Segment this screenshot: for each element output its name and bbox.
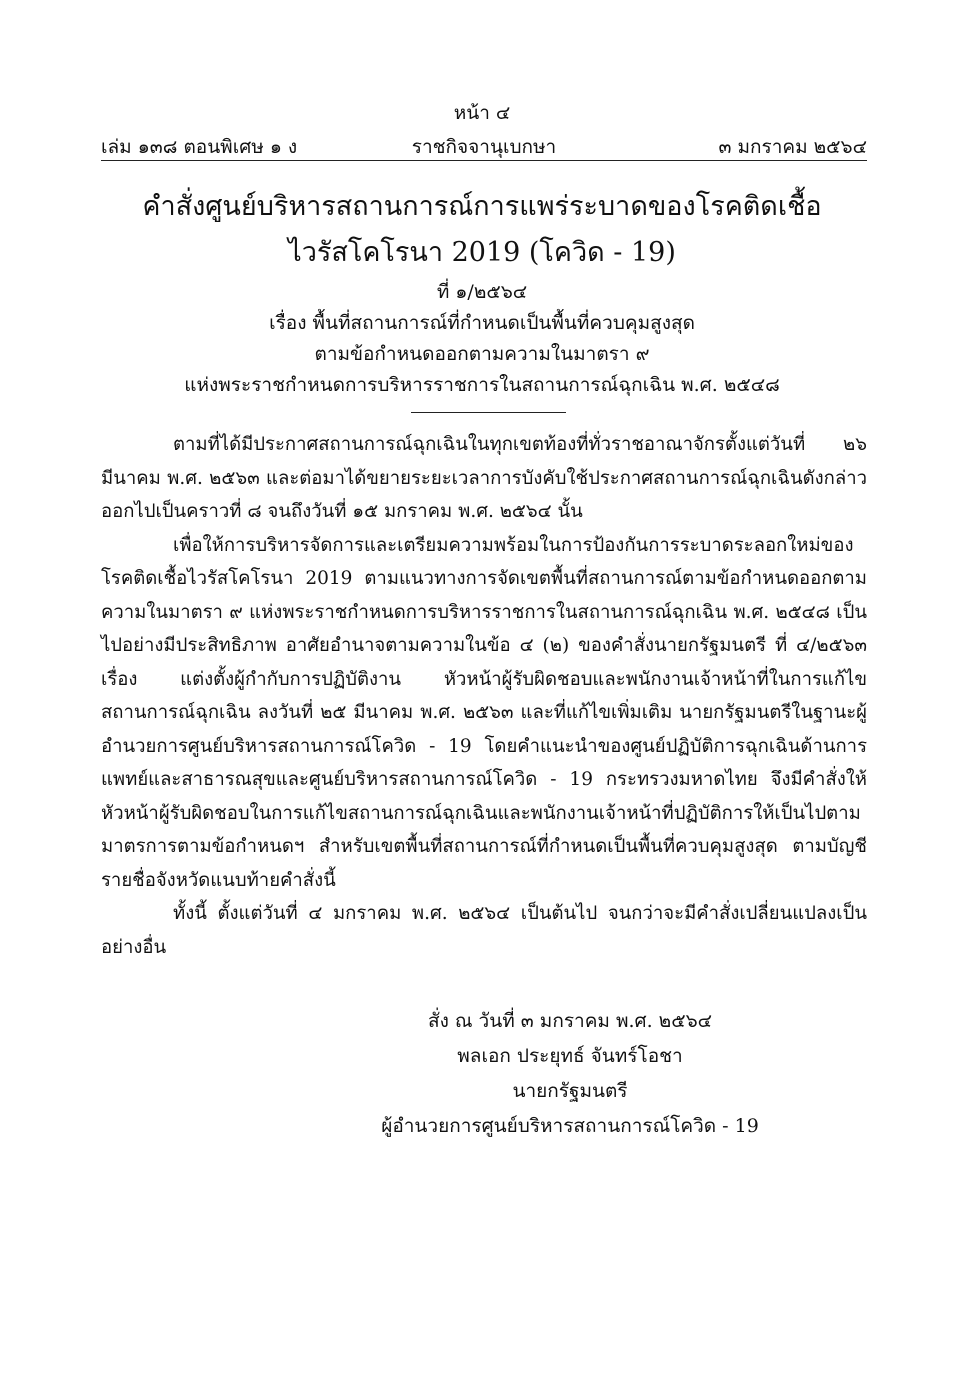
subject-line-2: ตามข้อกำหนดออกตามความในมาตรา ๙ — [314, 343, 650, 365]
order-body — [101, 428, 867, 964]
document-title — [0, 184, 964, 276]
paragraph-order: เพื่อให้การบริหารจัดการและเตรียมความพร้อมในการป้องกันการระบาดระลอกใหม่ของโรคติดเชื้อไวรัสโคโรนา 2019 ตามแนวทางการจัดเขตพื้นที่สถานการณ์ตามข้อกำหนดออกตามความในมาตรา ๙ แห่งพระราชกำหนดการบริหารราชการในสถานการณ์ฉุกเฉิน พ.ศ. ๒๕๔๘ เป็นไปอย่างมีประสิทธิภาพ อาศัยอำนาจตามความในข้อ ๔ (๒) ของคำสั่งนายกรัฐมนตรี ที่ ๔/๒๕๖๓ เรื่อง แต่งตั้งผู้กำกับการปฏิบัติงาน หัวหน้าผู้รับผิดชอบและพนักงานเจ้าหน้าที่ในการแก้ไขสถานการณ์ฉุกเฉิน ลงวันที่ ๒๕ มีนาคม พ.ศ. ๒๕๖๓ และที่แก้ไขเพิ่มเติม นายกรัฐมนตรีในฐานะผู้อำนวยการศูนย์บริหารสถานการณ์โควิด - 19 โดยคำแนะนำของศูนย์ปฏิบัติการฉุกเฉินด้านการแพทย์และสาธารณสุขและศูนย์บริหารสถานการณ์โควิด - 19 กระทรวงมหาดไทย จึงมีคำสั่งให้หัวหน้าผู้รับผิดชอบในการแก้ไขสถานการณ์ฉุกเฉินและพนักงานเจ้าหน้าที่ปฏิบัติการให้เป็นไปตามมาตรการตามข้อกำหนดฯ สำหรับเขตพื้นที่สถานการณ์ที่กำหนดเป็นพื้นที่ควบคุมสูงสุด ตามบัญชีรายชื่อจังหวัดแนบท้ายคำสั่งนี้ — [101, 534, 867, 891]
title-line-1: คำสั่งศูนย์บริหารสถานการณ์การแพร่ระบาดของโรคติดเชื้อ — [142, 191, 822, 222]
section-divider — [411, 412, 566, 413]
signatory-name: พลเอก ประยุทธ์ จันทร์โอชา — [457, 1045, 683, 1067]
signature-block — [380, 1004, 760, 1144]
gazette-name: ราชกิจจานุเบกษา — [411, 136, 557, 158]
paragraph-background: ตามที่ได้มีประกาศสถานการณ์ฉุกเฉินในทุกเขตท้องที่ทั่วราชอาณาจักรตั้งแต่วันที่ ๒๖ มีนาคม พ.ศ. ๒๕๖๓ และต่อมาได้ขยายระยะเวลาการบังคับใช้ประกาศสถานการณ์ฉุกเฉินดังกล่าวออกไปเป็นคราวที่ ๘ จนถึงวันที่ ๑๕ มกราคม พ.ศ. ๒๕๖๔ นั้น — [101, 434, 867, 522]
gazette-header — [101, 132, 867, 161]
signatory-role: ผู้อำนวยการศูนย์บริหารสถานการณ์โควิด - 19 — [381, 1115, 759, 1137]
signatory-position: นายกรัฐมนตรี — [512, 1080, 628, 1102]
subject-line-1: เรื่อง พื้นที่สถานการณ์ที่กำหนดเป็นพื้นที่ควบคุมสูงสุด — [269, 312, 695, 334]
signature-date: สั่ง ณ วันที่ ๓ มกราคม พ.ศ. ๒๕๖๔ — [427, 1010, 713, 1032]
subject-block — [0, 308, 964, 401]
paragraph-effective-date: ทั้งนี้ ตั้งแต่วันที่ ๔ มกราคม พ.ศ. ๒๕๖๔ เป็นต้นไป จนกว่าจะมีคำสั่งเปลี่ยนแปลงเป็นอย่างอื่น — [101, 903, 867, 958]
publication-date: ๓ มกราคม ๒๕๖๔ — [718, 136, 867, 158]
title-line-2: ไวรัสโคโรนา 2019 (โควิด - 19) — [288, 237, 676, 268]
order-number: ที่ ๑/๒๕๖๔ — [436, 281, 528, 303]
page-number: หน้า ๔ — [453, 102, 511, 124]
volume-info: เล่ม ๑๓๘ ตอนพิเศษ ๑ ง — [101, 136, 298, 158]
subject-line-3: แห่งพระราชกำหนดการบริหารราชการในสถานการณ์ฉุกเฉิน พ.ศ. ๒๕๔๘ — [184, 374, 780, 396]
